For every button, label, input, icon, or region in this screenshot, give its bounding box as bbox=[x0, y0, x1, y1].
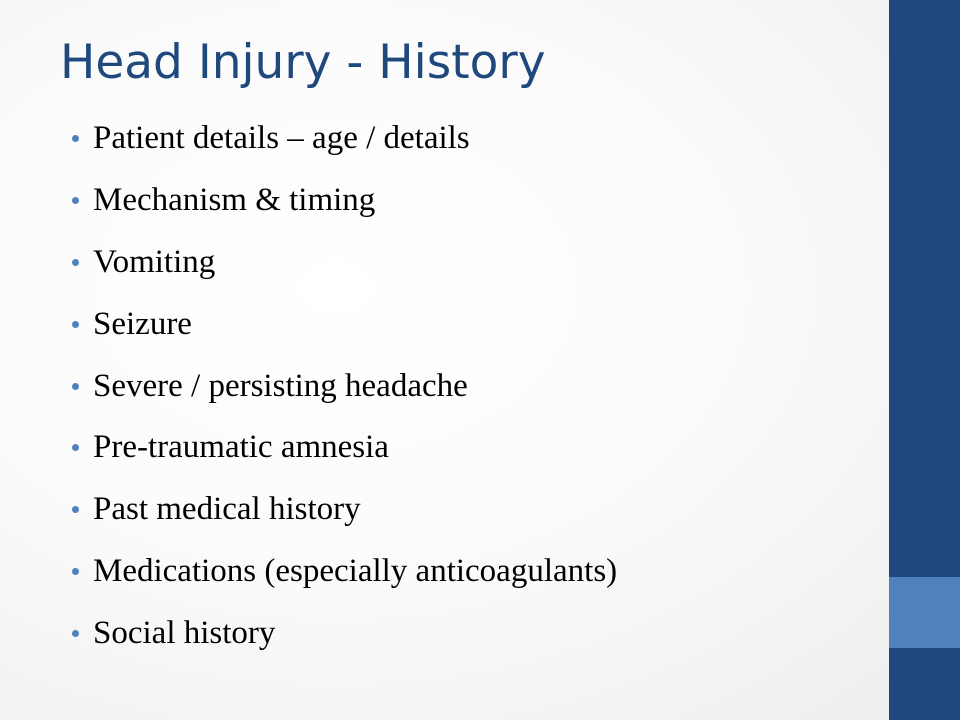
slide-title: Head Injury - History bbox=[60, 35, 546, 90]
bullet-item bbox=[72, 293, 617, 355]
bullet-text: Social history bbox=[93, 614, 276, 651]
bullet-item bbox=[72, 602, 617, 664]
bullet-text: Severe / persisting headache bbox=[93, 367, 468, 404]
bullet-item bbox=[72, 170, 617, 232]
bullet-text: Pre-traumatic amnesia bbox=[93, 429, 389, 466]
side-accent-block bbox=[889, 577, 960, 648]
bullet-text: Seizure bbox=[93, 305, 192, 342]
bullet-dot-icon bbox=[72, 568, 79, 575]
bullet-dot-icon bbox=[72, 321, 79, 328]
bullet-text: Patient details – age / details bbox=[93, 120, 470, 157]
bullet-dot-icon bbox=[72, 197, 79, 204]
bullet-list bbox=[72, 108, 617, 664]
bullet-text: Medications (especially anticoagulants) bbox=[93, 552, 618, 589]
bullet-item bbox=[72, 541, 617, 603]
bullet-dot-icon bbox=[72, 444, 79, 451]
bullet-item bbox=[72, 355, 617, 417]
bullet-item bbox=[72, 232, 617, 294]
bullet-dot-icon bbox=[72, 259, 79, 266]
bullet-text: Past medical history bbox=[93, 491, 361, 528]
bullet-text: Vomiting bbox=[93, 243, 216, 280]
bullet-dot-icon bbox=[72, 506, 79, 513]
bullet-dot-icon bbox=[72, 135, 79, 142]
bullet-dot-icon bbox=[72, 383, 79, 390]
bullet-item bbox=[72, 108, 617, 170]
bullet-dot-icon bbox=[72, 630, 79, 637]
bullet-item bbox=[72, 417, 617, 479]
bullet-item bbox=[72, 479, 617, 541]
bullet-text: Mechanism & timing bbox=[93, 182, 376, 219]
